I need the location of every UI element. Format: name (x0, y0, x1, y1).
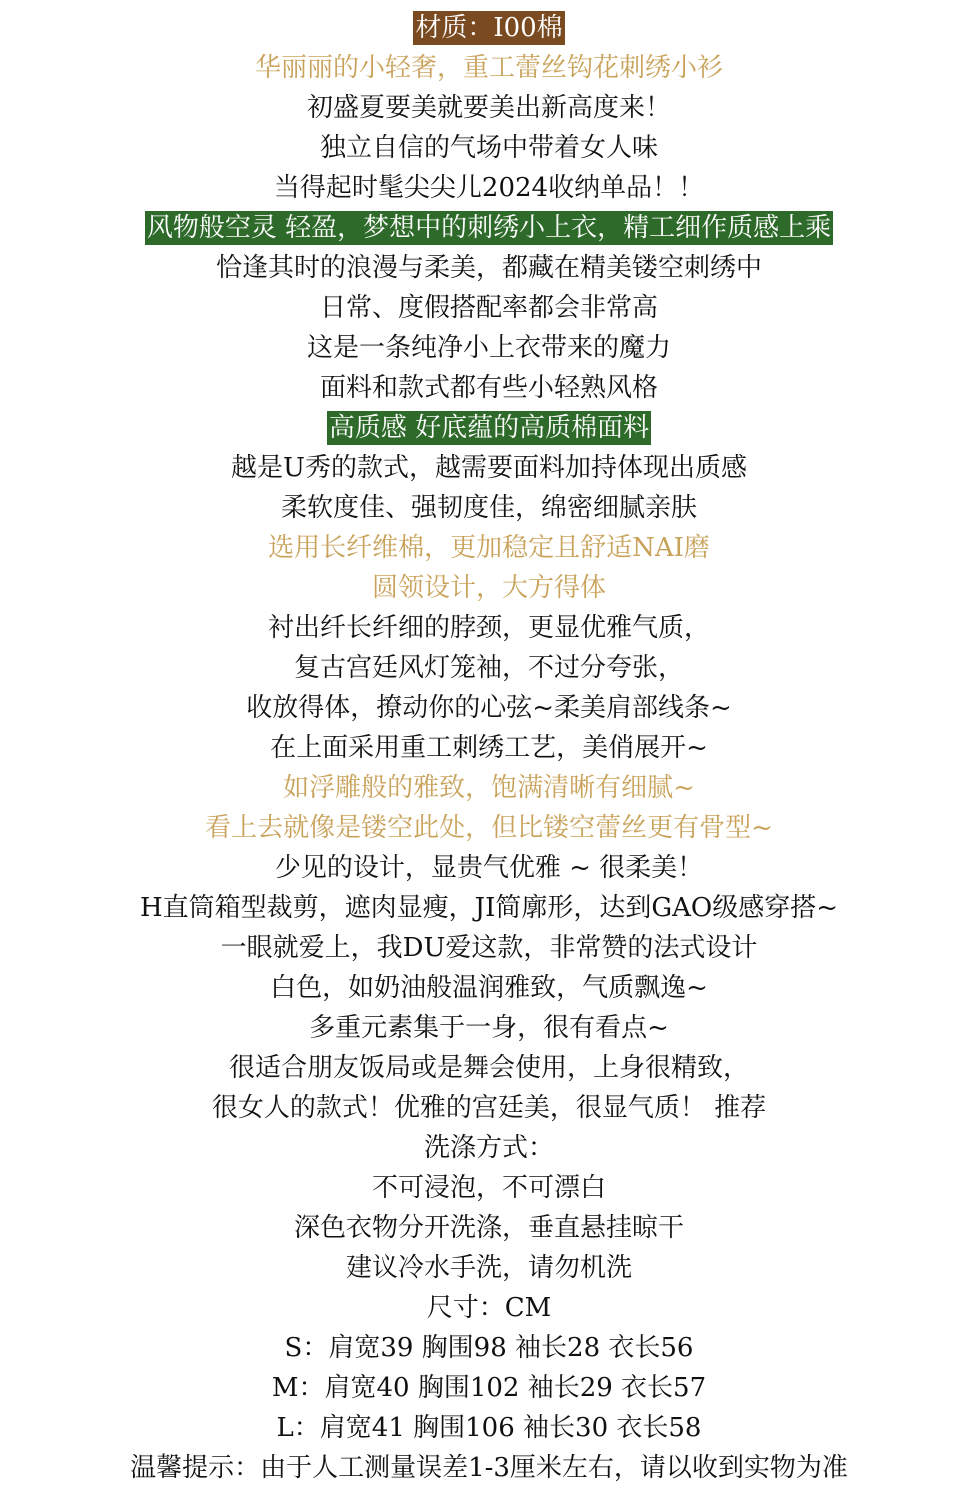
washing-heading: 洗涤方式： (423, 1133, 554, 1163)
washing-instruction: 建议冷水手洗，请勿机洗 (345, 1253, 632, 1283)
text-line: 独立自信的气场中带着女人味 (319, 133, 658, 163)
text-line: 面料和款式都有些小轻熟风格 (319, 373, 658, 403)
text-line: 在上面采用重工刺绣工艺，美俏展开~ (270, 733, 708, 763)
text-line: 很女人的款式！优雅的宫廷美，很显气质！ 推荐 (211, 1093, 767, 1123)
text-line: 白色，如奶油般温润雅致，气质飘逸~ (270, 973, 708, 1003)
text-line: 柔软度佳、强韧度佳，绵密细腻亲肤 (280, 493, 697, 523)
highlight-line: 选用长纤维棉，更加稳定且舒适NAI磨 (268, 533, 710, 563)
text-line: 日常、度假搭配率都会非常高 (319, 293, 658, 323)
washing-instruction: 深色衣物分开洗涤，垂直悬挂晾干 (293, 1213, 684, 1243)
highlight-line: 看上去就像是镂空此处，但比镂空蕾丝更有骨型~ (205, 813, 773, 843)
highlight-line: 圆领设计，大方得体 (371, 573, 606, 603)
text-line: 多重元素集于一身，很有看点~ (309, 1013, 669, 1043)
text-line: 越是U秀的款式，越需要面料加持体现出质感 (231, 453, 747, 483)
headline-luxury: 华丽丽的小轻奢，重工蕾丝钩花刺绣小衫 (254, 53, 723, 83)
text-line: 一眼就爱上，我DU爱这款，非常赞的法式设计 (220, 933, 758, 963)
text-line: 少见的设计，显贵气优雅 ~ 很柔美！ (274, 853, 704, 883)
measurement-note: 温馨提示：由于人工测量误差1-3厘米左右，请以收到实物为准 (130, 1453, 848, 1483)
size-row-s: S：肩宽39 胸围98 袖长28 衣长56 (284, 1333, 694, 1363)
text-line: 收放得体，撩动你的心弦~柔美肩部线条~ (246, 693, 732, 723)
text-line: 初盛夏要美就要美出新高度来！ (306, 93, 671, 123)
size-heading: 尺寸：CM (426, 1293, 552, 1323)
text-line: 恰逢其时的浪漫与柔美，都藏在精美镂空刺绣中 (215, 253, 762, 283)
size-row-l: L：肩宽41 胸围106 袖长30 衣长58 (276, 1413, 702, 1443)
washing-instruction: 不可浸泡，不可漂白 (371, 1173, 606, 1203)
text-line: 当得起时髦尖尖儿2024收纳单品！！ (273, 173, 705, 203)
section-heading-fabric: 高质感 好底蕴的高质棉面料 (328, 413, 650, 443)
highlight-line: 如浮雕般的雅致，饱满清晰有细腻~ (283, 773, 695, 803)
text-line: 复古宫廷风灯笼袖，不过分夸张， (293, 653, 684, 683)
text-line: 这是一条纯净小上衣带来的魔力 (306, 333, 671, 363)
size-row-m: M：肩宽40 胸围102 袖长29 衣长57 (271, 1373, 707, 1403)
material-label: 材质：I00棉 (415, 13, 563, 43)
text-line: 衬出纤长纤细的脖颈，更显优雅气质， (267, 613, 710, 643)
text-line: 很适合朋友饭局或是舞会使用，上身很精致， (228, 1053, 749, 1083)
text-line: H直筒箱型裁剪，遮肉显瘦，JI简廓形，达到GAO级感穿搭~ (139, 893, 838, 923)
section-heading-embroidery: 风物般空灵 轻盈，梦想中的刺绣小上衣，精工细作质感上乘 (146, 213, 832, 243)
